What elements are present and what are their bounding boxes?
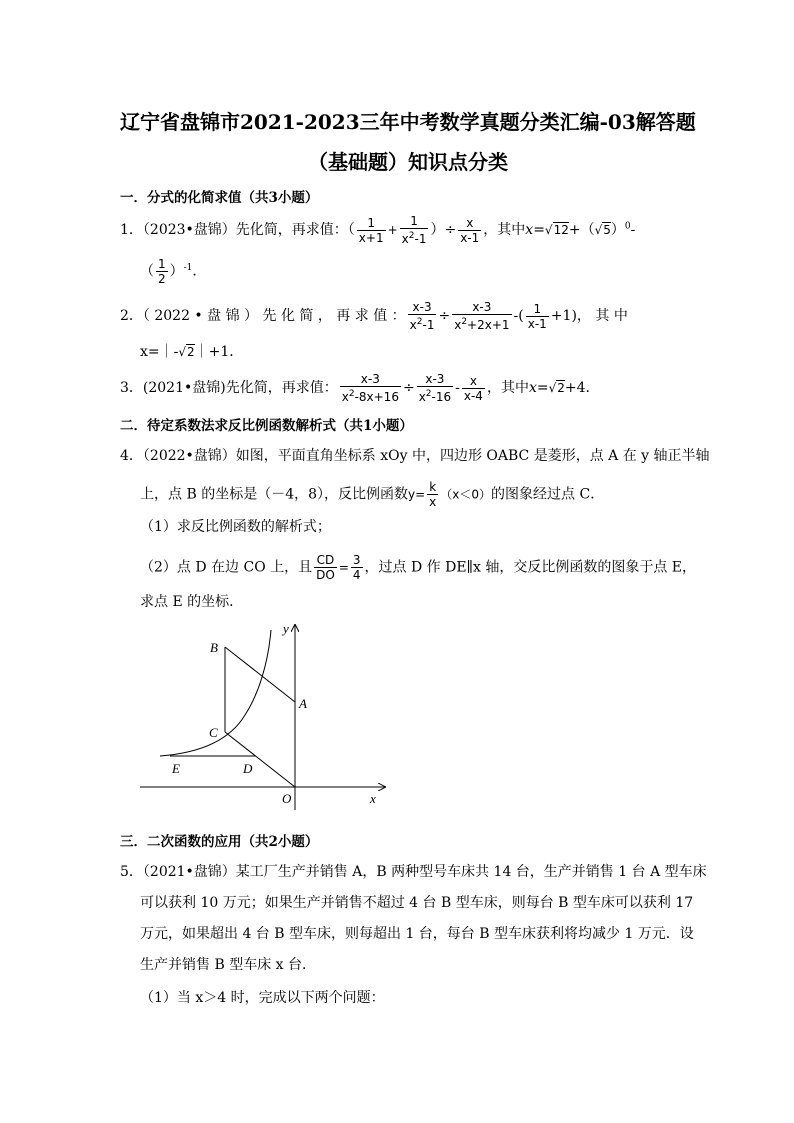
question-4-part1: （1）求反比例函数的解析式；: [140, 519, 331, 535]
q4-three-quarters: $\frac{3}{4}$: [352, 553, 361, 582]
q4-k-over-x: $\frac{k}{x}$: [429, 480, 437, 509]
q2-fraction-2: $\frac{x-3}{x^2+2x+1}$: [454, 300, 510, 332]
question-5-line4: 生产并销售 B 型车床 x 台．: [140, 957, 316, 973]
label-O: O: [282, 791, 292, 806]
label-C: C: [209, 725, 218, 740]
q2-fraction-3: $\frac{1}{x-1}$: [527, 301, 547, 331]
q4-cd-do: $\frac{CD}{DO}$: [316, 553, 335, 582]
question-5-line1: 5．（2021•盘锦）某工厂生产并销售 A，B 两种型号车床共 14 台，生产并销售 1 台 A 型车床: [120, 864, 707, 880]
question-4-part2: （2）点 D 在边 CO 上，且 $\frac{CD}{DO}$ = $\frac{3}{4}$ ，过点 D 作 DE∥x 轴，交反比例函数的图象于点 E，: [140, 553, 697, 582]
label-A: A: [299, 696, 307, 711]
label-y: y: [283, 621, 289, 636]
section-2-heading: 二．待定系数法求反比例函数解析式（共1小题）: [120, 418, 413, 434]
question-4-part2-cont: 求点 E 的坐标．: [140, 594, 244, 610]
label-B: B: [210, 640, 218, 655]
side-CO: [225, 732, 295, 787]
label-E: E: [172, 761, 180, 776]
page-title-line1: 辽宁省盘锦市2021-2023三年中考数学真题分类汇编-03解答题: [120, 110, 696, 134]
q3-fraction-3: $\frac{x}{x-4}$: [463, 373, 483, 403]
q2-fraction-1: $\frac{x-3}{x^2-1}$: [409, 300, 435, 332]
question-4-line2: 上，点 B 的坐标是（－4，8），反比例函数y= $\frac{k}{x}$ （x＜0）的图象经过点 C．: [140, 480, 605, 509]
question-2: 2．（ 2022 • 盘 锦 ） 先 化 简 ， 再 求 值 ： $\frac{x-3}{x^2-1}$ ÷ $\frac{x-3}{x^2+2x+1}$ -( $\frac{1}{x-1}$ +1)， 其 中: [120, 300, 628, 332]
label-D: D: [243, 761, 253, 776]
q1-fraction-2: $\frac{1}{x^2-1}$: [401, 214, 427, 246]
page-title-line2: （基础题）知识点分类: [308, 150, 508, 174]
question-5-line3: 万元，如果超出 4 台 B 型车床，则每超出 1 台，每台 B 型车床获利将均减少 1 万元．设: [140, 926, 694, 942]
label-x: x: [370, 791, 376, 806]
question-3: 3．(2021•盘锦)先化简，再求值： $\frac{x-3}{x^2-8x+16}$ ÷ $\frac{x-3}{x^2-16}$ - $\frac{x}{x-4}$ ，其中x=√2+4．: [120, 372, 600, 404]
q3-fraction-2: $\frac{x-3}{x^2-16}$: [418, 372, 452, 404]
geometry-figure: [130, 615, 400, 815]
question-2-cont: x=｜-√2｜+1．: [140, 344, 244, 360]
q1-fraction-1: $\frac{1}{x+1}$: [358, 215, 384, 245]
question-1-cont: （ $\frac{1}{2}$ ）$^{-1}$．: [140, 257, 207, 286]
question-5-line2: 可以获利 10 万元；如果生产并销售不超过 4 台 B 型车床，则每台 B 型车床可以获利 17: [140, 895, 694, 911]
q1-fraction-3: $\frac{x}{x-1}$: [460, 215, 480, 245]
question-1: 1．（2023•盘锦）先化简，再求值：（ $\frac{1}{x+1}$ + $\frac{1}{x^2-1}$ ）÷ $\frac{x}{x-1}$ ，其中$x=√12+(√5)^0-$: [120, 214, 636, 246]
section-3-heading: 三．二次函数的应用（共2小题）: [120, 834, 319, 850]
section-1-heading: 一．分式的化简求值（共3小题）: [120, 190, 319, 206]
side-AB: [225, 647, 295, 702]
question-5-part1: （1）当 x＞4 时，完成以下两个问题：: [140, 990, 385, 1006]
q1-half: $\frac{1}{2}$: [158, 257, 166, 286]
q1-prefix: 1．（2023•盘锦）先化简，再求值：（: [120, 222, 355, 238]
q3-fraction-1: $\frac{x-3}{x^2-8x+16}$: [341, 372, 399, 404]
question-4-line1: 4．（2022•盘锦）如图，平面直角坐标系 xOy 中，四边形 OABC 是菱形，点 A 在 y 轴正半轴: [120, 448, 710, 464]
